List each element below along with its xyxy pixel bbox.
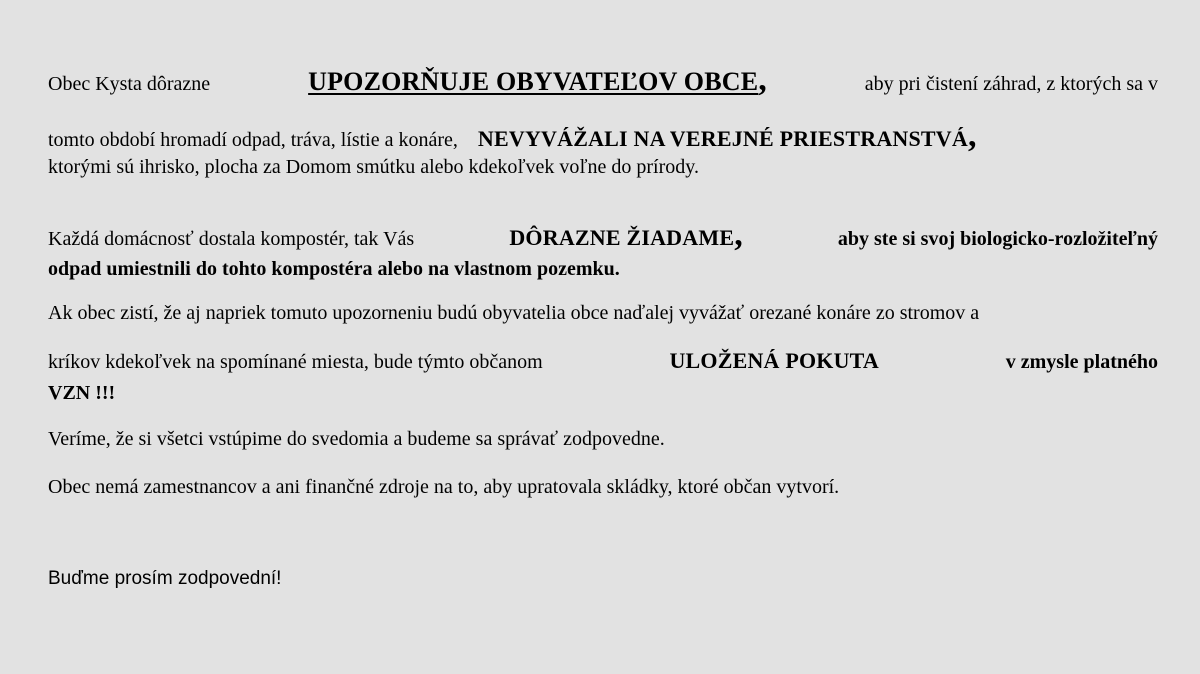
- p2-line1-post: aby ste si svoj biologicko-rozložiteľný: [837, 228, 1158, 250]
- p1-line1-pre: Obec Kysta dôrazne: [48, 73, 211, 95]
- p3-line3: VZN !!!: [48, 382, 116, 404]
- p1-line2: [48, 117, 977, 154]
- p2-line1-pre: Každá domácnosť dostala kompostér, tak Vás: [48, 228, 415, 250]
- p1-warning-heading: UPOZORŇUJE OBYVATEĽOV OBCE,: [308, 61, 767, 98]
- p3-fine-heading: ULOŽENÁ POKUTA: [669, 348, 880, 373]
- p3-line2-pre: kríkov kdekoľvek na spomínané miesta, bude týmto občanom: [48, 351, 543, 373]
- p3-line2-post: v zmysle platného: [1005, 351, 1158, 373]
- p1-line2-pre: tomto období hromadí odpad, tráva, lístie a konáre,: [48, 129, 458, 151]
- p1-line1: [48, 61, 1158, 98]
- p3-line2: [48, 349, 1158, 374]
- p1-line2-comma: ,: [967, 117, 977, 154]
- p2-line1: [48, 216, 1158, 253]
- p4-line: Veríme, že si všetci vstúpime do svedomia a budeme sa správať zodpovedne.: [48, 428, 665, 450]
- p2-request-heading: DÔRAZNE ŽIADAME,: [509, 216, 743, 253]
- p1-line3: ktorými sú ihrisko, plocha za Domom smútku alebo kdekoľvek voľne do prírody.: [48, 156, 699, 178]
- closing-line: Buďme prosím zodpovední!: [48, 568, 282, 589]
- p2-line2: odpad umiestnili do tohto kompostéra alebo na vlastnom pozemku.: [48, 258, 620, 280]
- p5-line: Obec nemá zamestnancov a ani finančné zdroje na to, aby upratovala skládky, ktoré občan vytvorí.: [48, 476, 840, 498]
- p1-line2-emph: NEVYVÁŽALI NA VEREJNÉ PRIESTRANSTVÁ: [477, 126, 968, 151]
- p1-line1-post: aby pri čistení záhrad, z ktorých sa v: [864, 73, 1158, 95]
- p3-line1: Ak obec zistí, že aj napriek tomuto upozorneniu budú obyvatelia obce naďalej vyvážať orezané konáre zo stromov a: [48, 302, 980, 324]
